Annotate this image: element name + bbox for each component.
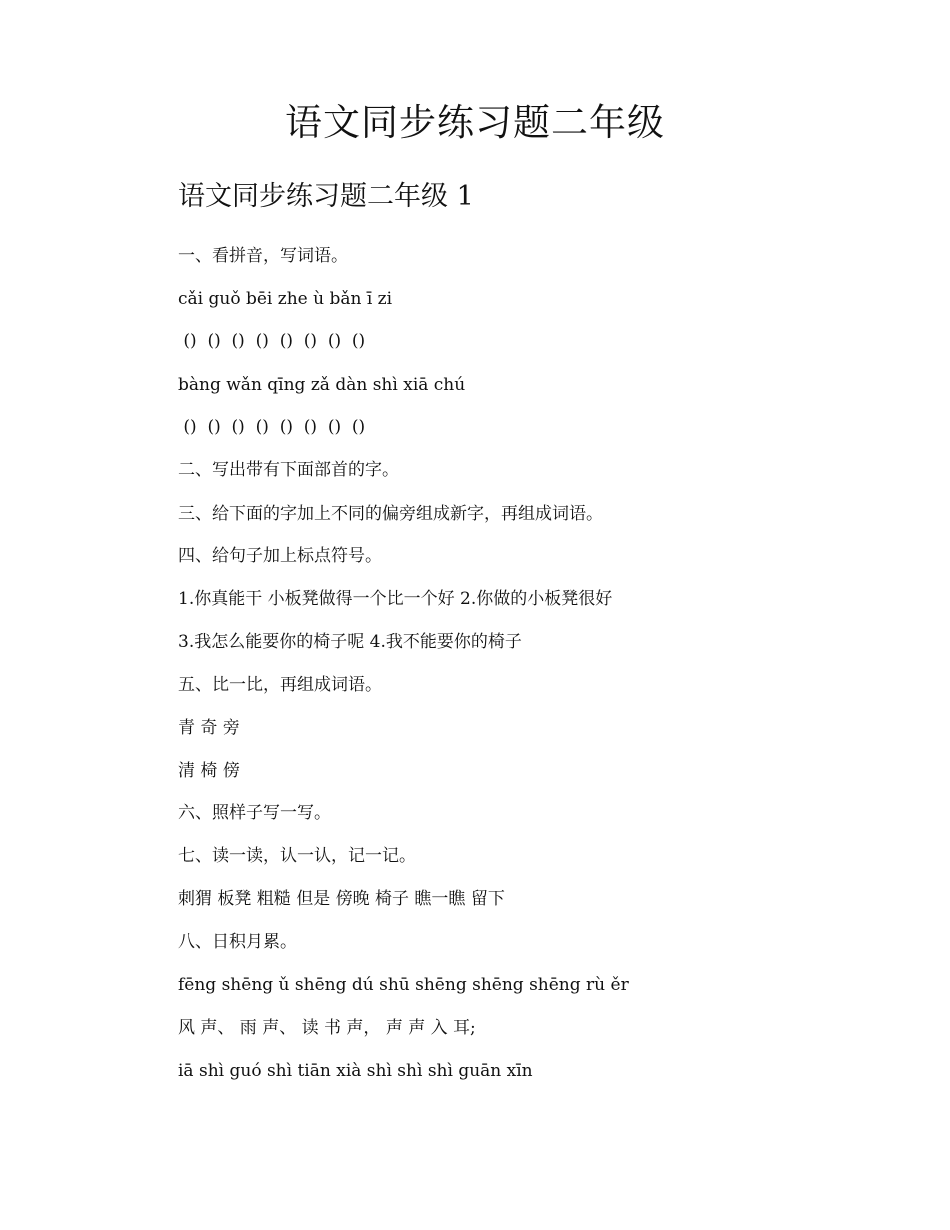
- document-subtitle: 语文同步练习题二年级 1: [178, 181, 474, 212]
- section-2-heading: 二、写出带有下面部首的字。: [178, 460, 399, 480]
- section-6-heading: 六、照样子写一写。: [178, 803, 331, 823]
- document-title: 语文同步练习题二年级: [285, 101, 665, 144]
- blank-brackets-line-2: () () () () () () () (): [178, 417, 366, 437]
- blank-brackets-line-1: () () () () () () () (): [178, 331, 366, 351]
- pinyin-line-4: iā shì guó shì tiān xià shì shì shì guān xīn: [178, 1061, 533, 1081]
- section-7-heading: 七、读一读，认一认，记一记。: [178, 846, 416, 866]
- compare-line-2: 清 椅 傍: [178, 761, 240, 781]
- section-3-heading: 三、给下面的字加上不同的偏旁组成新字，再组成词语。: [178, 504, 603, 524]
- pinyin-line-1: cǎi guǒ bēi zhe ù bǎn ī zi: [178, 289, 393, 309]
- couplet-line-1: 风 声、 雨 声、 读 书 声， 声 声 入 耳;: [178, 1018, 476, 1038]
- compare-line-1: 青 奇 旁: [178, 718, 240, 738]
- sentence-line-2: 3.我怎么能要你的椅子呢 4.我不能要你的椅子: [178, 632, 522, 652]
- pinyin-line-2: bàng wǎn qīng zǎ dàn shì xiā chú: [178, 375, 466, 395]
- pinyin-line-3: fēng shēng ǔ shēng dú shū shēng shēng shēng rù ěr: [178, 975, 629, 995]
- section-1-heading: 一、看拼音，写词语。: [178, 246, 348, 266]
- sentence-line-1: 1.你真能干 小板凳做得一个比一个好 2.你做的小板凳很好: [178, 589, 613, 609]
- section-4-heading: 四、给句子加上标点符号。: [178, 546, 382, 566]
- section-5-heading: 五、比一比，再组成词语。: [178, 675, 382, 695]
- section-8-heading: 八、日积月累。: [178, 932, 297, 952]
- vocabulary-line: 刺猬 板凳 粗糙 但是 傍晚 椅子 瞧一瞧 留下: [178, 889, 505, 909]
